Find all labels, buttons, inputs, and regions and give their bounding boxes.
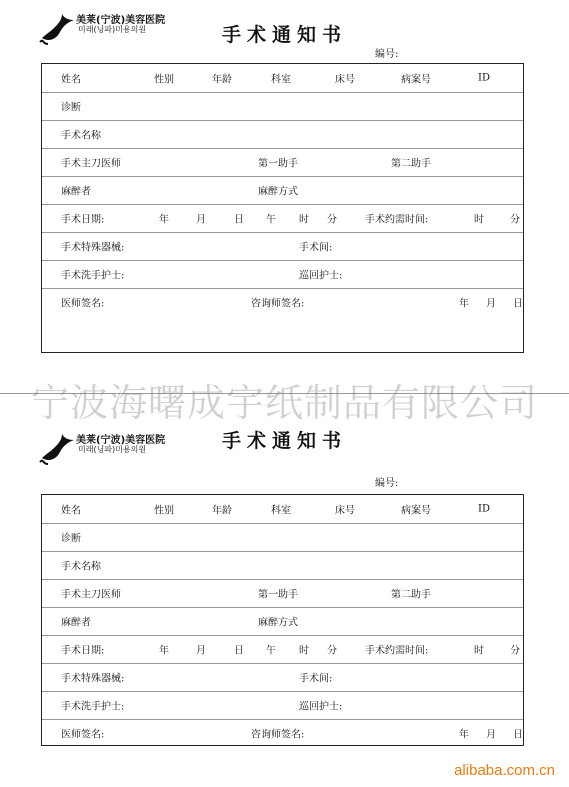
label-case-number: 病案号 [401,74,431,86]
row-surgery-name [42,551,523,580]
row-signatures [42,288,523,316]
row-patient-info [42,495,523,524]
label-sign-year: 年 [459,298,469,310]
label-estimated-duration: 手术约需时间: [365,645,429,657]
logo-chinese-name: 美莱(宁波)美容医院 [76,435,166,446]
label-first-assistant: 第一助手 [258,158,298,170]
label-surgery-date: 手术日期: [61,645,105,657]
label-surgery-name: 手术名称 [61,561,101,573]
label-sign-day: 日 [513,729,523,741]
row-surgeons [42,579,523,608]
label-bed-number: 床号 [335,505,355,517]
label-duration-hour: 时 [474,214,484,226]
label-age: 年龄 [212,74,232,86]
row-nurses [42,691,523,720]
form-title: 手术通知书 [221,24,347,46]
label-anesthesia-method: 麻醉方式 [258,186,298,198]
row-surgery-date [42,635,523,664]
label-hour: 时 [299,214,309,226]
row-instruments [42,663,523,692]
row-surgery-date [42,204,523,233]
label-name: 姓名 [61,505,81,517]
label-day: 日 [234,214,244,226]
label-operating-room: 手术间: [299,673,333,685]
label-circulating-nurse: 巡回护士: [299,701,343,713]
label-name: 姓名 [61,74,81,86]
label-estimated-duration: 手术约需时间: [365,214,429,226]
label-anesthetist: 麻醉者 [61,617,91,629]
label-special-instruments: 手术特殊器械: [61,673,125,685]
form-top [0,0,569,360]
label-first-assistant: 第一助手 [258,589,298,601]
label-sign-month: 月 [486,298,496,310]
serial-number-label: 编号: [375,49,399,60]
label-doctor-signature: 医师签名: [61,298,105,310]
label-second-assistant: 第二助手 [391,589,431,601]
row-instruments [42,232,523,261]
label-day: 日 [234,645,244,657]
label-department: 科室 [271,505,291,517]
logo-korean-name: 미래(닝파)미용의원 [78,25,147,34]
label-consultant-signature: 咨询师签名: [251,298,305,310]
label-diagnosis: 诊断 [61,533,81,545]
row-nurses [42,260,523,289]
label-year: 年 [159,214,169,226]
company-watermark: 宁波海曙成宇纸制品有限公司 [30,381,538,425]
label-diagnosis: 诊断 [61,102,81,114]
label-chief-surgeon: 手术主刀医师 [61,589,121,601]
row-anesthesia [42,176,523,205]
form-table [41,63,524,353]
row-surgeons [42,148,523,177]
label-special-instruments: 手术特殊器械: [61,242,125,254]
row-surgery-name [42,120,523,149]
label-month: 月 [196,645,206,657]
label-month: 月 [196,214,206,226]
label-minute: 分 [327,214,337,226]
label-duration-hour: 时 [474,645,484,657]
label-sign-year: 年 [459,729,469,741]
label-year: 年 [159,645,169,657]
label-chief-surgeon: 手术主刀医师 [61,158,121,170]
label-second-assistant: 第二助手 [391,158,431,170]
row-anesthesia [42,607,523,636]
label-id: ID [478,72,490,84]
label-id: ID [478,503,490,515]
label-surgery-name: 手术名称 [61,130,101,142]
label-sign-day: 日 [513,298,523,310]
label-sign-month: 月 [486,729,496,741]
form-bottom [0,394,569,754]
row-diagnosis [42,523,523,552]
label-duration-minute: 分 [510,645,520,657]
label-bed-number: 床号 [335,74,355,86]
serial-number-label: 编号: [375,478,399,489]
row-patient-info [42,64,523,93]
label-scrub-nurse: 手术洗手护士: [61,270,125,282]
label-hour: 时 [299,645,309,657]
label-noon: 午 [266,214,276,226]
label-doctor-signature: 医师签名: [61,729,105,741]
label-operating-room: 手术间: [299,242,333,254]
form-title: 手术通知书 [221,430,347,452]
label-duration-minute: 分 [510,214,520,226]
label-circulating-nurse: 巡回护士: [299,270,343,282]
label-gender: 性别 [154,505,174,517]
label-scrub-nurse: 手术洗手护士: [61,701,125,713]
label-surgery-date: 手术日期: [61,214,105,226]
label-department: 科室 [271,74,291,86]
label-gender: 性别 [154,74,174,86]
label-minute: 分 [327,645,337,657]
source-watermark: alibaba.com.cn [454,762,555,779]
row-diagnosis [42,92,523,121]
form-table [41,494,524,746]
label-anesthetist: 麻醉者 [61,186,91,198]
label-consultant-signature: 咨询师签名: [251,729,305,741]
label-anesthesia-method: 麻醉方式 [258,617,298,629]
label-noon: 午 [266,645,276,657]
logo-chinese-name: 美莱(宁波)美容医院 [76,15,166,26]
logo-korean-name: 미래(닝파)미용의원 [78,445,147,454]
label-case-number: 病案号 [401,505,431,517]
row-signatures [42,719,523,747]
label-age: 年龄 [212,505,232,517]
